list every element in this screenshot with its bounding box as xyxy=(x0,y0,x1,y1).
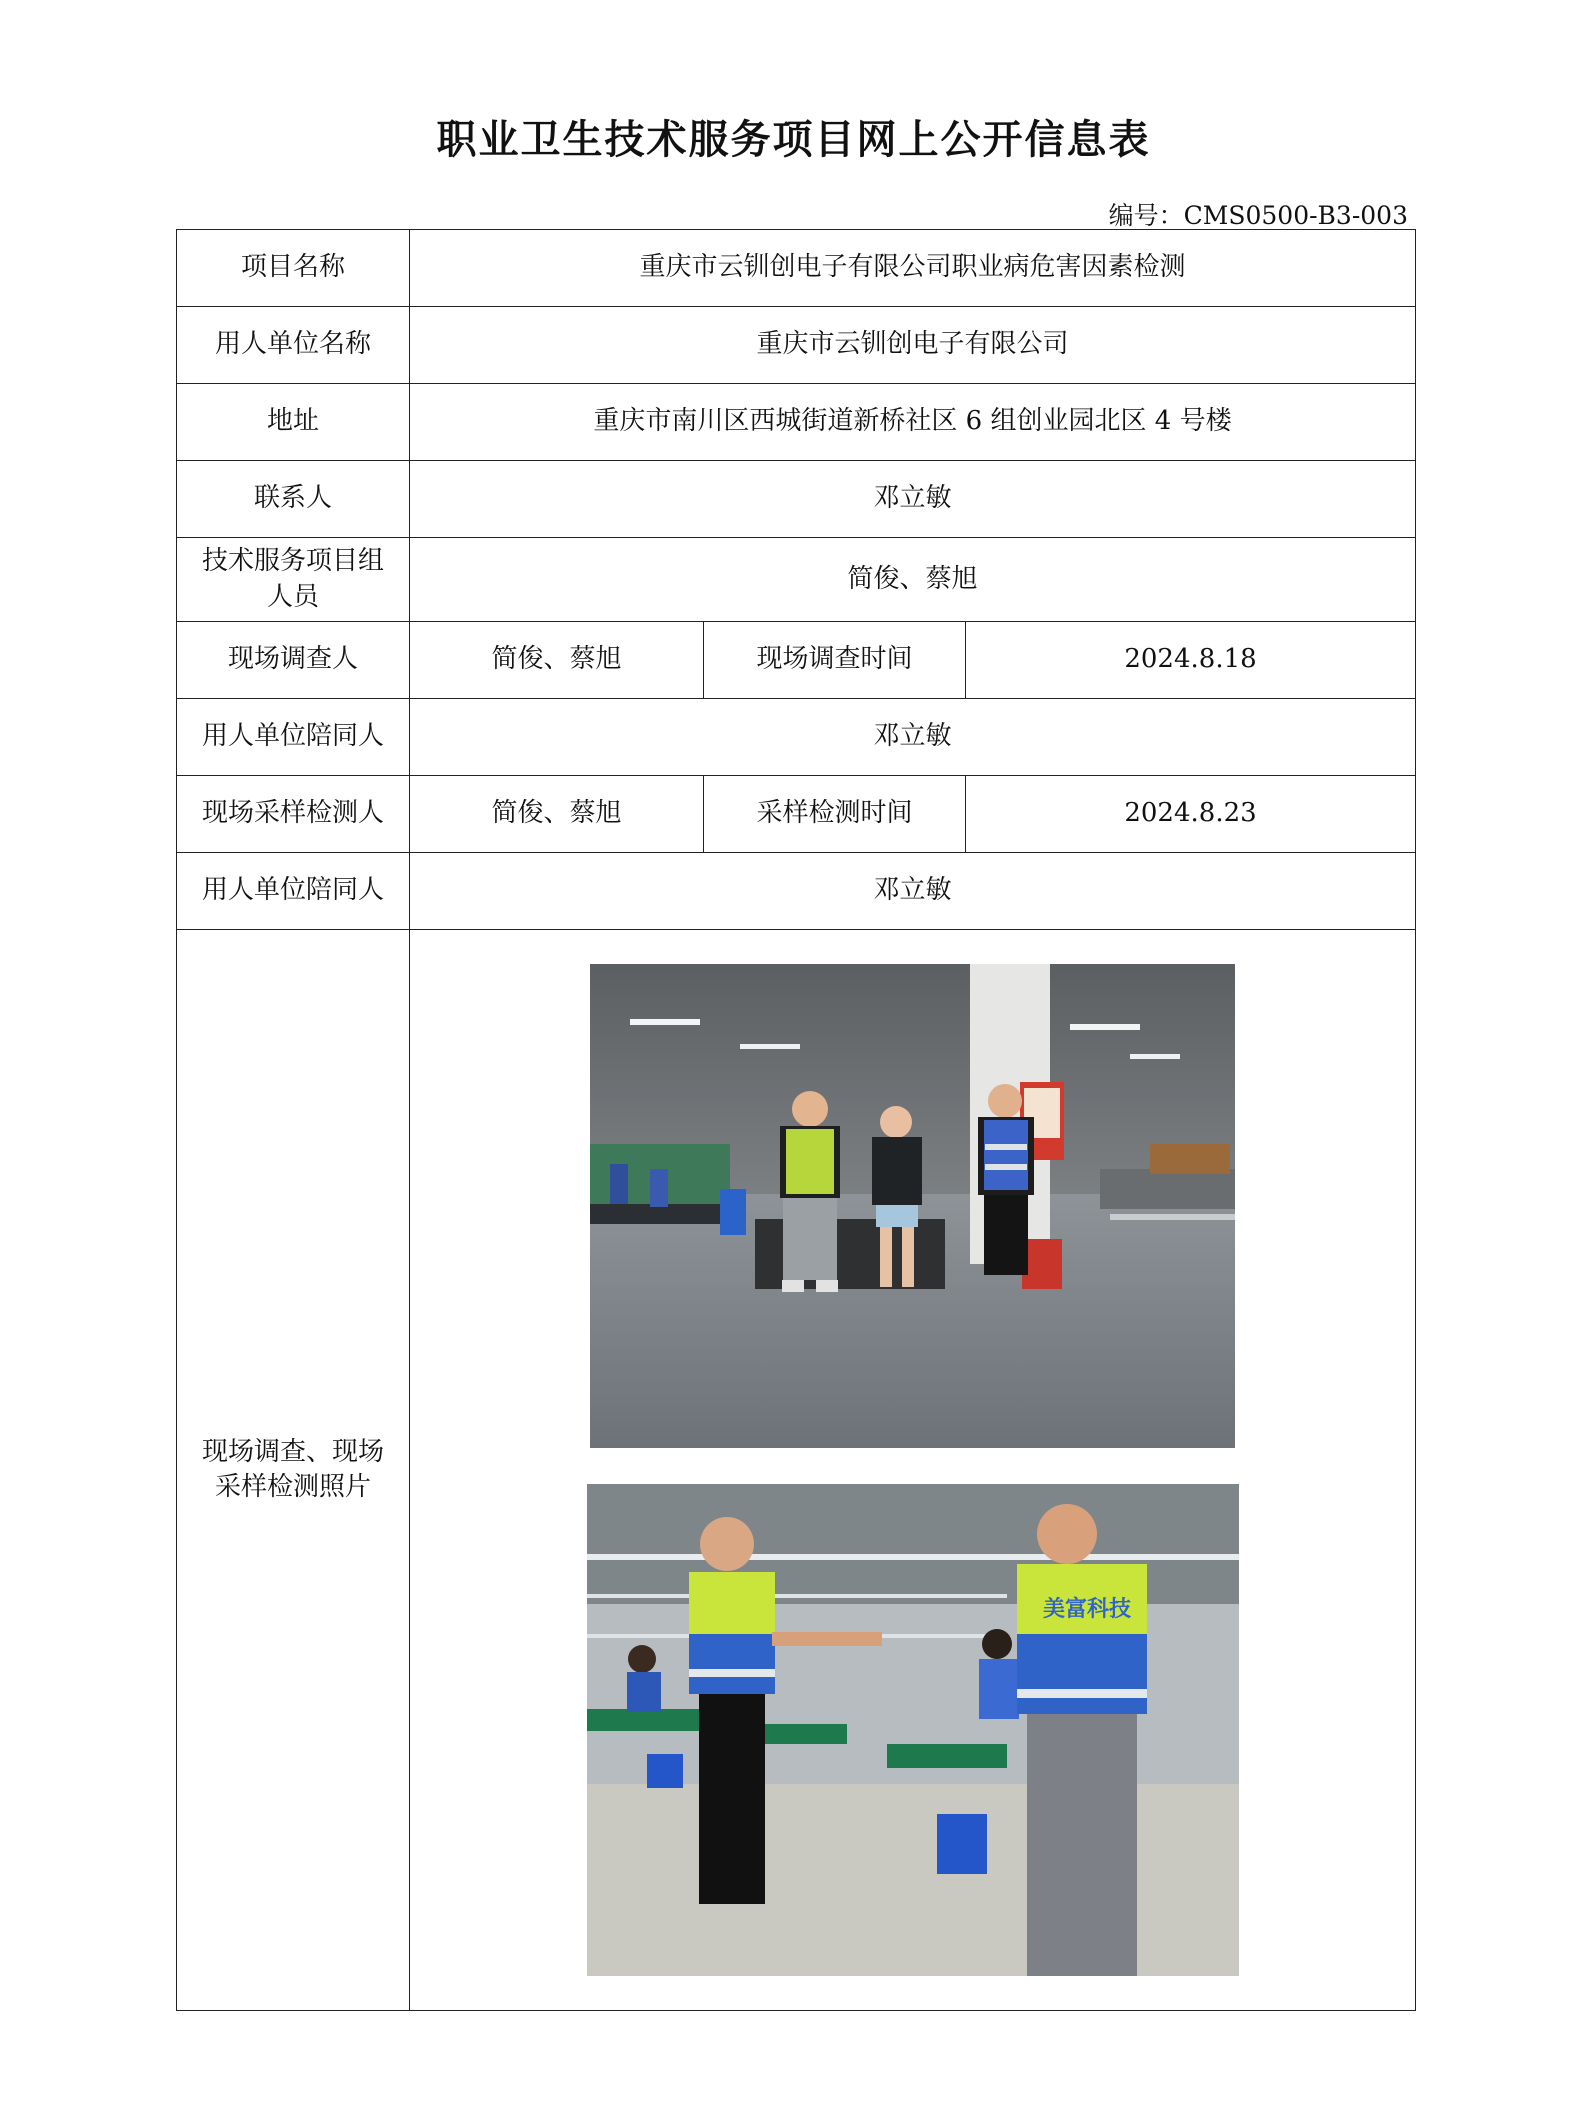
value-team: 简俊、蔡旭 xyxy=(410,538,1416,622)
photos-cell xyxy=(410,930,1416,2011)
row-sampling-escort xyxy=(177,853,1416,930)
site-survey-photo xyxy=(590,964,1235,1448)
row-team xyxy=(177,538,1416,622)
label-sampling-time: 采样检测时间 xyxy=(704,776,966,853)
value-survey: 简俊、蔡旭 xyxy=(410,622,704,699)
row-project-name xyxy=(177,230,1416,307)
label-survey: 现场调查人 xyxy=(177,622,410,699)
value-survey-escort: 邓立敏 xyxy=(410,699,1416,776)
row-survey-escort xyxy=(177,699,1416,776)
row-employer xyxy=(177,307,1416,384)
label-project-name: 项目名称 xyxy=(177,230,410,307)
value-sampling: 简俊、蔡旭 xyxy=(410,776,704,853)
vest-text: 美富科技 xyxy=(1042,1597,1131,1622)
label-sampling: 现场采样检测人 xyxy=(177,776,410,853)
value-contact: 邓立敏 xyxy=(410,461,1416,538)
label-employer: 用人单位名称 xyxy=(177,307,410,384)
label-team: 技术服务项目组人员 xyxy=(177,538,410,622)
site-sampling-photo xyxy=(587,1484,1239,1976)
value-sampling-time: 2024.8.23 xyxy=(966,776,1416,853)
info-table xyxy=(176,229,1416,2011)
value-employer: 重庆市云钏创电子有限公司 xyxy=(410,307,1416,384)
value-project-name: 重庆市云钏创电子有限公司职业病危害因素检测 xyxy=(410,230,1416,307)
document-title: 职业卫生技术服务项目网上公开信息表 xyxy=(436,117,1151,163)
value-survey-time: 2024.8.18 xyxy=(966,622,1416,699)
row-survey xyxy=(177,622,1416,699)
label-contact: 联系人 xyxy=(177,461,410,538)
label-sampling-escort: 用人单位陪同人 xyxy=(177,853,410,930)
label-photos: 现场调查、现场采样检测照片 xyxy=(177,930,410,2011)
row-contact xyxy=(177,461,1416,538)
row-sampling xyxy=(177,776,1416,853)
label-address: 地址 xyxy=(177,384,410,461)
label-survey-escort: 用人单位陪同人 xyxy=(177,699,410,776)
value-sampling-escort: 邓立敏 xyxy=(410,853,1416,930)
label-survey-time: 现场调查时间 xyxy=(704,622,966,699)
document-code: 编号：CMS0500-B3-003 xyxy=(1108,201,1408,230)
value-address: 重庆市南川区西城街道新桥社区 6 组创业园北区 4 号楼 xyxy=(410,384,1416,461)
row-address xyxy=(177,384,1416,461)
row-photos xyxy=(177,930,1416,2011)
